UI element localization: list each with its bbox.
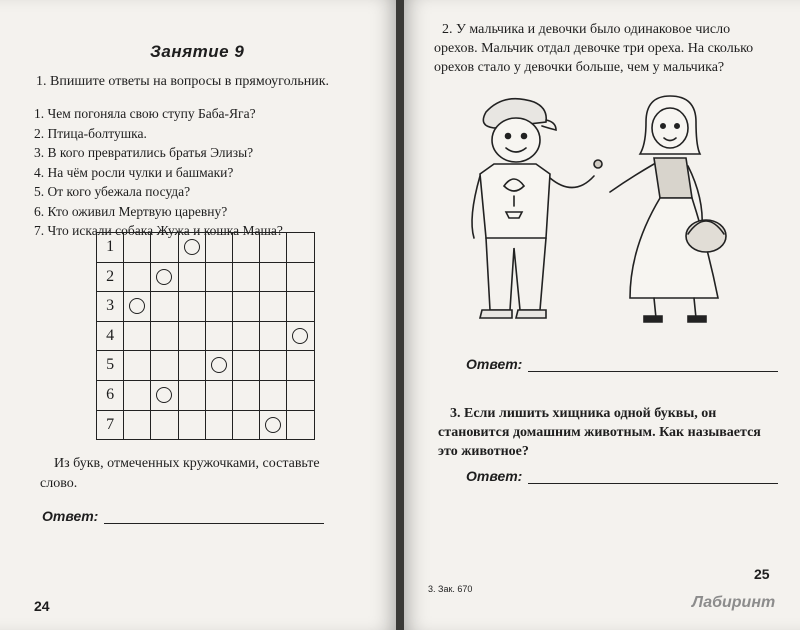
grid-cell[interactable] (287, 262, 314, 292)
grid-cell[interactable] (287, 351, 314, 381)
grid-cell[interactable] (97, 262, 124, 292)
grid-cell[interactable] (124, 321, 151, 351)
grid-cell[interactable] (287, 380, 314, 410)
task-1-heading: 1. Впишите ответы на вопросы в прямоугольник. (36, 74, 330, 89)
row-number: 7 (106, 415, 115, 433)
book-spine (396, 0, 404, 630)
grid-cell[interactable] (97, 380, 124, 410)
question-list (34, 104, 283, 241)
grid-cell[interactable] (97, 233, 124, 263)
grid-cell[interactable] (232, 262, 259, 292)
question-3: 3. В кого превратились братья Элизы? (34, 145, 254, 160)
grid-cell[interactable] (151, 351, 178, 381)
grid-cell[interactable] (124, 233, 151, 263)
grid-cell[interactable] (260, 262, 287, 292)
grid-cell[interactable] (124, 410, 151, 440)
compose-word-instruction: Из букв, отмеченных кружочками, составьте слово. (40, 456, 320, 491)
answer-label: Ответ: (466, 356, 523, 372)
girl-figure (610, 96, 726, 322)
answer-label: Ответ: (42, 508, 99, 524)
grid-cell[interactable] (260, 380, 287, 410)
left-page (0, 0, 396, 630)
grid-cell[interactable] (260, 321, 287, 351)
grid-cell[interactable] (205, 233, 232, 263)
right-page (404, 0, 800, 630)
grid-cell[interactable] (97, 292, 124, 322)
grid-cell[interactable] (178, 380, 205, 410)
circle-marker (129, 298, 145, 314)
answer-blank-line[interactable] (528, 471, 778, 484)
task-2-text: 2. У мальчика и девочки было одинаковое число орехов. Мальчик отдал девочке три ореха. На сколько орехов стало у девочки больше, чем у мальчика? (434, 22, 754, 75)
grid-row (97, 351, 315, 381)
grid-cell[interactable] (287, 233, 314, 263)
circle-marker (265, 417, 281, 433)
circle-marker (184, 239, 200, 255)
grid-cell[interactable] (97, 321, 124, 351)
grid-cell[interactable] (151, 233, 178, 263)
page-number-right: 25 (754, 566, 770, 582)
question-6: 6. Кто оживил Мертвую царевну? (34, 203, 228, 219)
grid-cell[interactable] (232, 233, 259, 263)
labirint-watermark: Лабиринт (692, 594, 776, 611)
answer-row-3 (466, 468, 778, 484)
grid-cell[interactable] (97, 351, 124, 381)
lesson-title: Занятие 9 (150, 42, 245, 61)
question-2: 2. Птица-болтушка. (34, 125, 147, 141)
row-number: 5 (106, 356, 115, 374)
grid-cell[interactable] (287, 321, 314, 351)
grid-cell[interactable] (124, 262, 151, 292)
row-number: 6 (106, 385, 115, 403)
grid-cell[interactable] (124, 380, 151, 410)
row-number: 4 (106, 326, 115, 344)
row-number: 1 (106, 238, 115, 255)
answer-row-2 (466, 356, 778, 372)
grid-cell[interactable] (205, 351, 232, 381)
grid-cell[interactable] (260, 233, 287, 263)
question-4: 4. На чём росли чулки и башмаки? (34, 164, 234, 180)
grid-row (97, 233, 315, 263)
page-number-left: 24 (34, 598, 50, 614)
boy-girl-illustration (434, 88, 754, 328)
row-number: 2 (106, 267, 115, 285)
grid-cell[interactable] (260, 410, 287, 440)
grid-cell[interactable] (232, 410, 259, 440)
grid-cell[interactable] (205, 321, 232, 351)
grid-cell[interactable] (151, 410, 178, 440)
boy-figure (472, 99, 602, 318)
row-number: 3 (106, 297, 115, 315)
grid-cell[interactable] (151, 262, 178, 292)
grid-cell[interactable] (151, 292, 178, 322)
question-1: 1. Чем погоняла свою ступу Баба-Яга? (34, 106, 256, 121)
answer-row-1 (42, 508, 324, 524)
grid-cell[interactable] (178, 292, 205, 322)
grid-cell[interactable] (205, 262, 232, 292)
answer-blank-line[interactable] (104, 511, 324, 524)
grid-cell[interactable] (124, 351, 151, 381)
grid-cell[interactable] (260, 351, 287, 381)
answer-blank-line[interactable] (528, 359, 778, 372)
answer-label: Ответ: (466, 468, 523, 484)
grid-cell[interactable] (232, 321, 259, 351)
circle-marker (211, 357, 227, 373)
grid-row (97, 410, 315, 440)
crossword-grid (96, 232, 315, 440)
circle-marker (156, 387, 172, 403)
grid-row (97, 380, 315, 410)
grid-cell[interactable] (178, 321, 205, 351)
grid-cell[interactable] (178, 262, 205, 292)
grid-row (97, 292, 315, 322)
grid-cell[interactable] (178, 233, 205, 263)
grid-row (97, 321, 315, 351)
grid-cell[interactable] (287, 292, 314, 322)
grid-cell[interactable] (205, 380, 232, 410)
grid-cell[interactable] (205, 292, 232, 322)
grid-cell[interactable] (232, 292, 259, 322)
grid-cell[interactable] (151, 321, 178, 351)
grid-cell[interactable] (287, 410, 314, 440)
grid-cell[interactable] (124, 292, 151, 322)
circle-marker (292, 328, 308, 344)
question-7: 7. Что искали собака Жужа и кошка Маша? (34, 223, 283, 238)
grid-row (97, 262, 315, 292)
grid-cell[interactable] (151, 380, 178, 410)
grid-cell[interactable] (232, 351, 259, 381)
grid-cell[interactable] (232, 380, 259, 410)
grid-cell[interactable] (205, 410, 232, 440)
grid-cell[interactable] (178, 351, 205, 381)
question-5: 5. От кого убежала посуда? (34, 184, 191, 199)
grid-cell[interactable] (260, 292, 287, 322)
printing-code: 3. Зак. 670 (428, 584, 473, 594)
grid-cell[interactable] (97, 410, 124, 440)
grid-cell[interactable] (178, 410, 205, 440)
task-3-text: 3. Если лишить хищника одной буквы, он становится домашним животным. Как называется это животное? (438, 406, 761, 459)
circle-marker (156, 269, 172, 285)
